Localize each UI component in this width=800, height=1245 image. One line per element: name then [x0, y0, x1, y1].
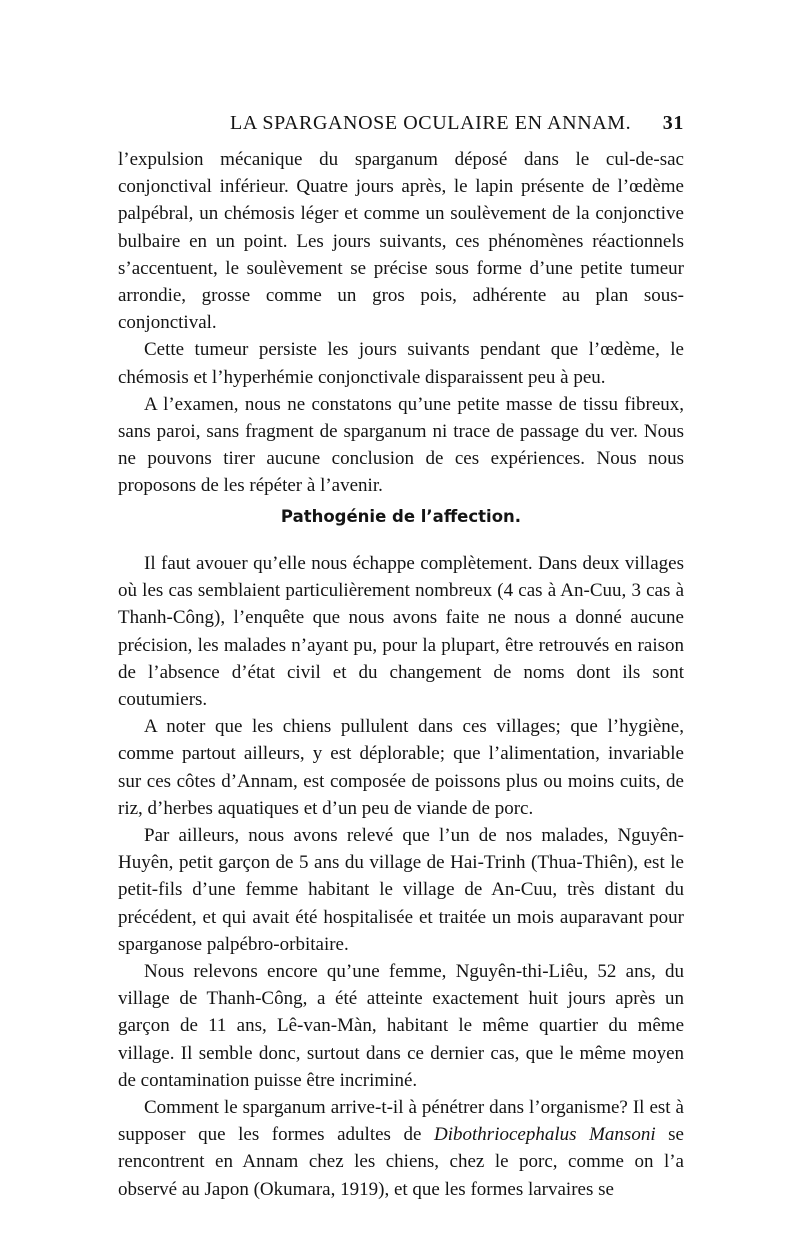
paragraph: Par ailleurs, nous avons relevé que l’un de nos malades, Nguyên-Huyên, petit garçon de 5 ans du village de Hai-Trinh (Thua-Thiên), est le petit-fils d’une femme habitant le village de An-Cuu, très distant du précédent, et qui avait été hospitalisée et traitée un mois auparavant pour sparganose palpébro-orbitaire. — [118, 825, 684, 955]
paragraph: l’expulsion mécanique du sparganum déposé dans le cul-de-sac conjonctival inférieur. Quatre jours après, le lapin présente de l’œdème palpébral, un chémosis léger et comme un soulèvement de la conjonctive bulbaire en un point. Les jours suivants, ces phénomènes réactionnels s’accentuent, le soulèvement se précise sous forme d’une petite tumeur arrondie, grosse comme un gros pois, adhérente au plan sous-conjonctival. — [118, 149, 684, 334]
page-number: 31 — [662, 112, 684, 134]
species-name: Dibothriocephalus Mansoni — [434, 1124, 656, 1146]
text-block-top — [118, 146, 684, 500]
paragraph: Nous relevons encore qu’une femme, Nguyên-thi-Liêu, 52 ans, du village de Thanh-Công, a été atteinte exactement huit jours après un garçon de 11 ans, Lê-van-Màn, habitant le même quartier du même village. Il semble donc, surtout dans ce dernier cas, que le même moyen de contamination puisse être incriminé. — [118, 961, 684, 1091]
paragraph: A l’examen, nous ne constatons qu’une petite masse de tissu fibreux, sans paroi, sans fragment de sparganum ni trace de passage du ver. Nous ne pouvons tirer aucune conclusion de ces expériences. Nous nous proposons de les répéter à l’avenir. — [118, 393, 684, 497]
paragraph — [118, 1094, 684, 1203]
paragraph-text: se rencontrent en Annam chez les chiens, chez le porc, comme on l’a observé au Japon (Okumara, 1919), et que les formes larvaires se — [118, 1124, 684, 1200]
running-title: LA SPARGANOSE OCULAIRE EN ANNAM. — [230, 112, 632, 134]
text-block-bottom — [118, 550, 684, 1203]
paragraph: A noter que les chiens pullulent dans ces villages; que l’hygiène, comme partout ailleurs, y est déplorable; que l’alimentation, invariable sur ces côtes d’Annam, est composée de poissons plus ou moins cuits, de riz, d’herbes aquatiques et d’un peu de viande de porc. — [118, 716, 684, 819]
paragraph: Cette tumeur persiste les jours suivants pendant que l’œdème, le chémosis et l’hyperhémie conjonctivale disparaissent peu à peu. — [118, 339, 684, 388]
paragraph-text: Comment le sparganum arrive-t-il à pénétrer dans l’organisme? Il est à supposer que les formes adultes de — [118, 1097, 684, 1146]
paragraph: Il faut avouer qu’elle nous échappe complètement. Dans deux villages où les cas semblaient particulièrement nombreux (4 cas à An-Cuu, 3 cas à Thanh-Công), l’enquête que nous avons faite ne nous a donné aucune précision, les malades n’ayant pu, pour la plupart, être retrouvés en raison de l’absence d’état civil et du changement de noms dont ils sont coutumiers. — [118, 553, 684, 711]
section-heading: Pathogénie de l’affection. — [280, 507, 522, 526]
